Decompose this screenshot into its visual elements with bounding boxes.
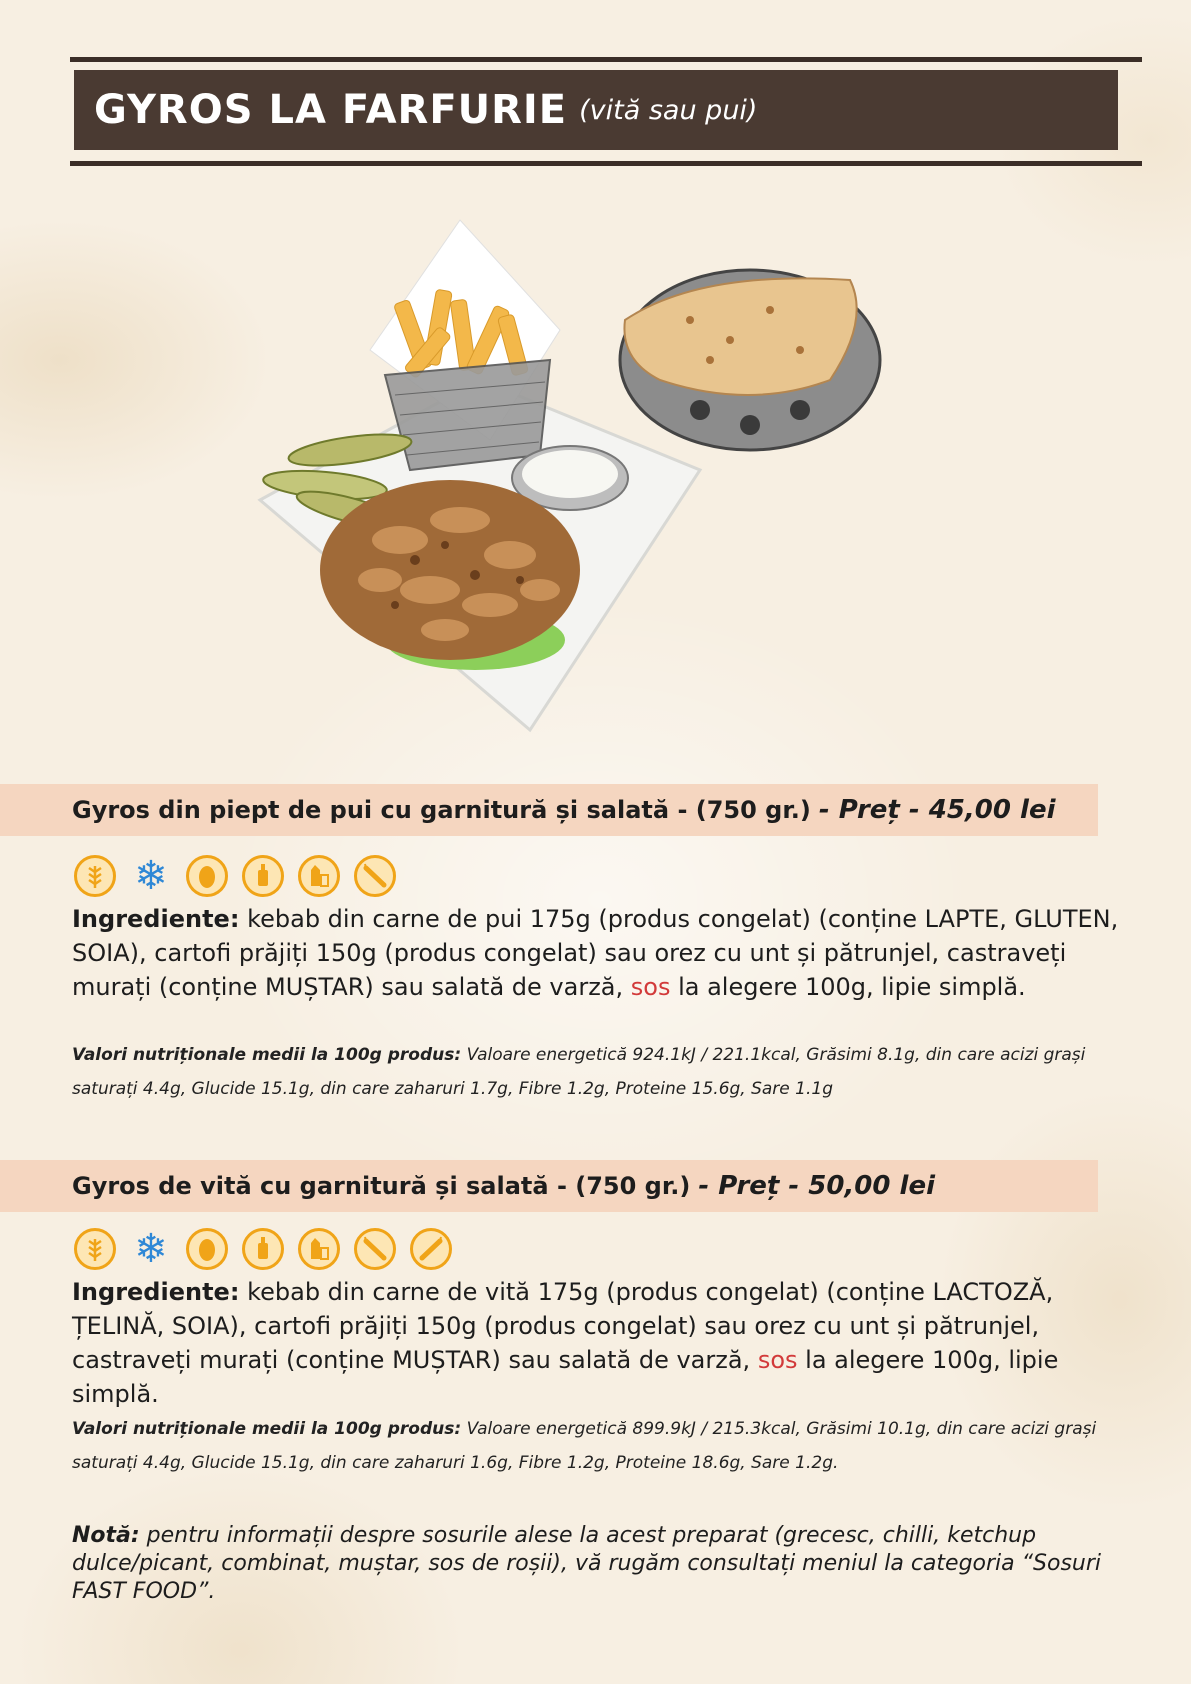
- item-1-sos-highlight: sos: [630, 973, 671, 1001]
- item-2-nutrition-text: Valoare energetică 899.9kJ / 215.3kcal, Grăsimi 10.1g, din care acizi grași saturați 4.4g, Glucide 15.1g, din care zaharuri 1.6g, Fibre 1.2g, Proteine 18.6g, Sare 1.2g.: [72, 1419, 1097, 1473]
- mustard-bottle-icon: [242, 1228, 284, 1270]
- item-2-sos-highlight: sos: [757, 1346, 798, 1374]
- title-bar: [74, 70, 1118, 150]
- item-1-ingredients-text-end: la alegere 100g, lipie simplă.: [670, 973, 1026, 1001]
- item-1-ingredients-label: Ingrediente:: [72, 905, 240, 933]
- item-2-ingredients-text: kebab din carne de vită 175g (produs congelat) (conține LACTOZĂ, ȚELINĂ, SOIA), cartofi prăjiți 150g (produs congelat) sau orez cu unt și pătrunjel, castraveți murați (conține MUȘTAR) sau salată de varză,: [72, 1278, 1054, 1374]
- note-label: Notă:: [72, 1523, 140, 1548]
- note: [72, 1522, 1132, 1606]
- milk-icon: [298, 855, 340, 897]
- gyros-meat: [320, 480, 580, 660]
- bottom-rule: [70, 161, 1142, 166]
- note-text: pentru informații despre sosurile alese la acest preparat (grecesc, chilli, ketchup dulce/picant, combinat, muștar, sos de roșii), vă rugăm consultați meniul la categoria “Sosuri FAST FOOD”.: [72, 1523, 1102, 1604]
- item-1-name: Gyros din piept de pui cu garnitură și salată - (750 gr.): [72, 796, 811, 824]
- item-1-nutrition-text: Valoare energetică 924.1kJ / 221.1kcal, Grăsimi 8.1g, din care acizi grași saturați 4.4g, Glucide 15.1g, din care zaharuri 1.7g, Fibre 1.2g, Proteine 15.6g, Sare 1.1g: [72, 1045, 1086, 1099]
- celery-icon: [354, 855, 396, 897]
- item-2-ingredients-label: Ingrediente:: [72, 1278, 240, 1306]
- egg-icon: [186, 1228, 228, 1270]
- top-rule: [70, 57, 1142, 62]
- wheat-icon: [74, 1228, 116, 1270]
- wheat-icon: [74, 855, 116, 897]
- celery-icon: [354, 1228, 396, 1270]
- egg-icon: [186, 855, 228, 897]
- item-2-price: - Preț - 50,00 lei: [698, 1171, 936, 1201]
- milk-icon: [298, 1228, 340, 1270]
- page-title: GYROS LA FARFURIE: [94, 87, 568, 133]
- item-1-allergen-icons: [74, 855, 396, 897]
- item-1-nutrition-label: Valori nutriționale medii la 100g produs:: [72, 1045, 462, 1065]
- snowflake-icon: ❄: [134, 853, 168, 899]
- item-2-ingredients: [72, 1275, 1122, 1411]
- item-2-nutrition-label: Valori nutriționale medii la 100g produs:: [72, 1419, 462, 1439]
- garlic-sauce: [522, 450, 618, 498]
- item-1-ingredients-text: kebab din carne de pui 175g (produs congelat) (conține LAPTE, GLUTEN, SOIA), cartofi prăjiți 150g (produs congelat) sau orez cu unt și pătrunjel, castraveți murați (conține MUȘTAR) sau salată de varză,: [72, 905, 1119, 1001]
- item-1-ingredients: [72, 902, 1122, 1004]
- item-2-header: [0, 1160, 1098, 1212]
- item-1-price: - Preț - 45,00 lei: [818, 795, 1056, 825]
- snowflake-icon: ❄: [134, 1226, 168, 1272]
- item-1-nutrition: [72, 1038, 1122, 1106]
- fries-basket: [385, 360, 550, 470]
- item-2-name: Gyros de vită cu garnitură și salată - (750 gr.): [72, 1172, 691, 1200]
- item-2-allergen-icons: [74, 1228, 452, 1270]
- item-2-ingredients-text-end: la alegere 100g, lipie simplă.: [72, 1346, 1059, 1408]
- mustard-bottle-icon: [242, 855, 284, 897]
- page-subtitle: (vită sau pui): [579, 94, 758, 126]
- item-1-header: [0, 784, 1098, 836]
- food-photo: [230, 210, 950, 770]
- item-2-nutrition: [72, 1412, 1122, 1480]
- celery-icon: [410, 1228, 452, 1270]
